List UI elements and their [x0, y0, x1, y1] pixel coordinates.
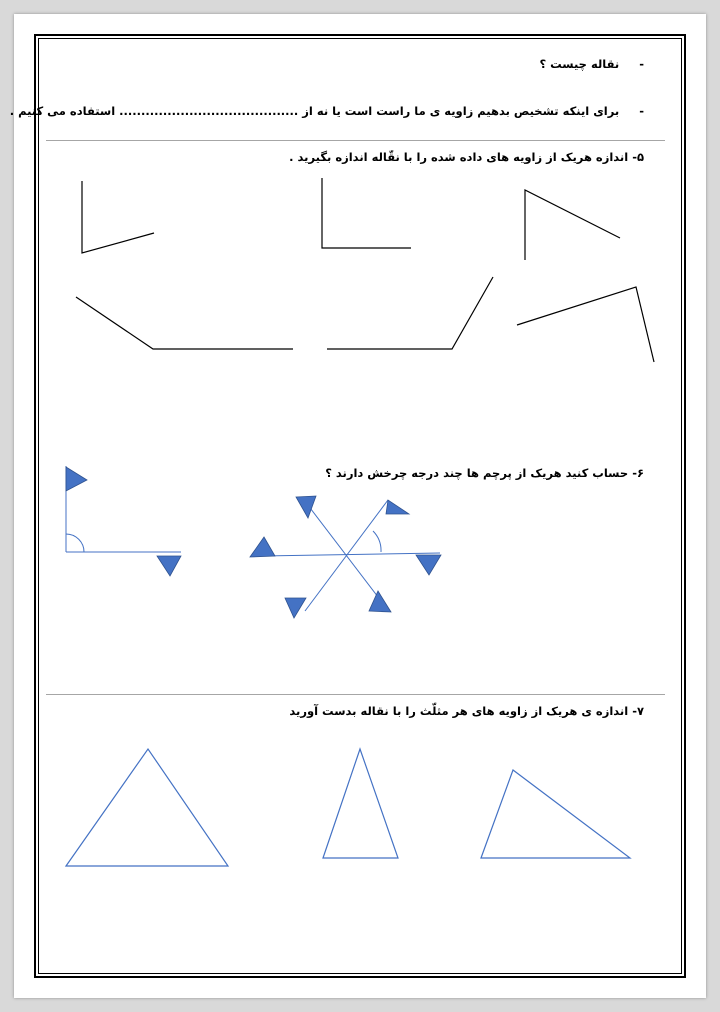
- angle-2: [322, 178, 411, 248]
- flag-up: [66, 467, 87, 491]
- question-text: حساب کنید هریک از پرچم ها چند درجه چرخش دارند ؟: [325, 466, 629, 480]
- bullet: -: [639, 57, 644, 71]
- triangle-2: [323, 749, 398, 858]
- angle-3: [525, 190, 620, 260]
- flag-star-3: [250, 537, 275, 557]
- question-text: نقاله چیست ؟: [539, 57, 620, 71]
- flag-star-4: [416, 555, 441, 575]
- angle-6: [517, 287, 654, 362]
- question-number: ۷-: [632, 704, 644, 718]
- angle-1: [82, 181, 154, 253]
- flag-rotation-figure: [66, 466, 181, 576]
- angle-4: [76, 297, 293, 349]
- flag-star-2: [296, 496, 316, 518]
- triangle-3: [481, 770, 630, 858]
- flag-star-6: [369, 591, 391, 612]
- angle-5: [327, 277, 493, 349]
- flag-star-figure: [250, 496, 441, 618]
- triangle-1: [66, 749, 228, 866]
- bullet: -: [639, 104, 644, 118]
- question-number: ۶-: [632, 466, 644, 480]
- question-number: ۵-: [632, 150, 644, 164]
- flag-right: [157, 556, 181, 576]
- flag-star-1: [386, 500, 409, 514]
- question-text: اندازه ی هریک از زاویه های هر مثلّث را با نقاله بدست آورید: [289, 704, 629, 718]
- question-text: اندازه هریک از زاویه های داده شده را با نقّاله اندازه بگیرید .: [289, 150, 629, 164]
- question-text: برای اینکه تشخیص بدهیم زاویه ی ما راست است یا نه از ......................................... استفاده می کنیم .: [9, 104, 620, 118]
- flag-star-5: [285, 598, 306, 618]
